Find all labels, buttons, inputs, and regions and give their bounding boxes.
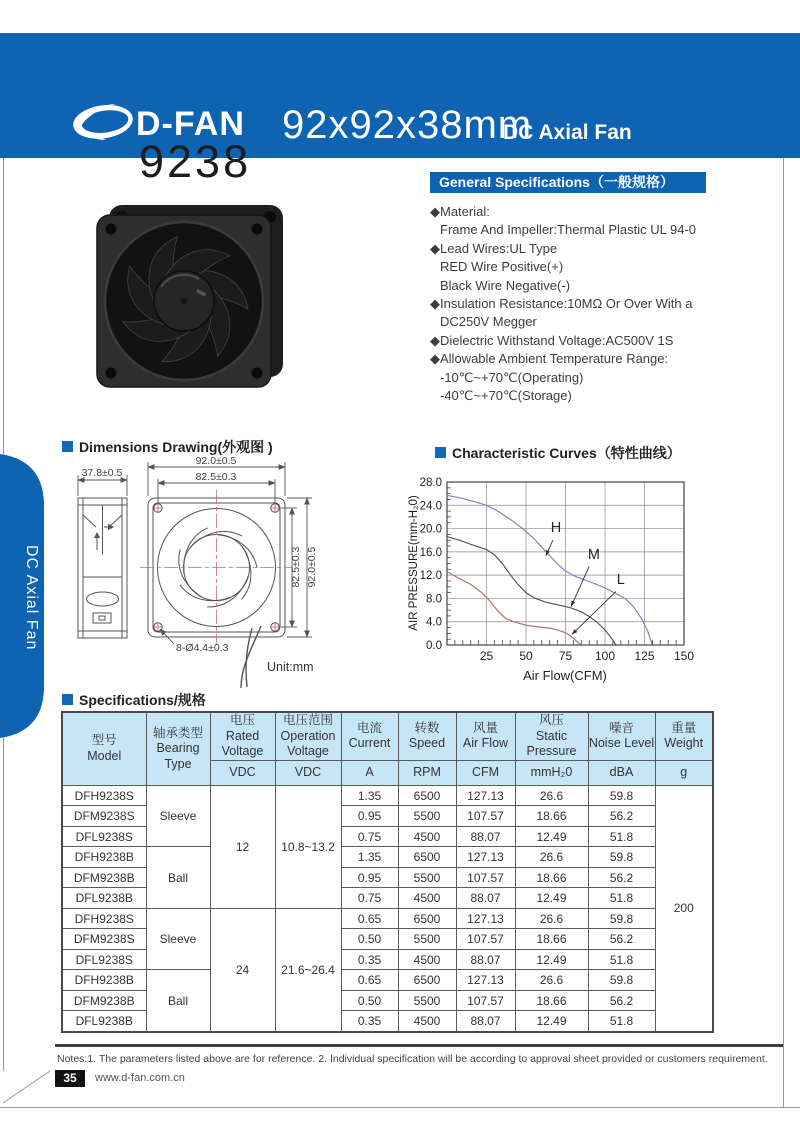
svg-text:12.0: 12.0 — [419, 570, 442, 583]
cell-speed: 5500 — [398, 929, 456, 950]
svg-text:16.0: 16.0 — [419, 546, 442, 559]
cell-current: 0.65 — [341, 970, 398, 991]
cell-rated-voltage: 12 — [210, 785, 275, 908]
table-row — [62, 847, 713, 868]
page-title: 92x92x38mm — [282, 103, 533, 147]
svg-text:50: 50 — [519, 649, 533, 663]
spec-item: ◆Material: — [430, 204, 490, 219]
notes-text: Notes:1. The parameters listed above are for reference. 2. Individual specification will be according to approval sheet provided or customers requirement. — [57, 1053, 768, 1065]
col-unit: A — [341, 760, 398, 785]
cell-bearing: Ball — [146, 970, 210, 1032]
cell-model: DFL9238B — [62, 1011, 146, 1032]
cell-pressure: 18.66 — [515, 990, 588, 1011]
cell-noise: 51.8 — [588, 1011, 655, 1032]
col-header: 轴承类型 Bearing Type — [146, 712, 210, 785]
cell-model: DFM9238B — [62, 990, 146, 1011]
spec-item: ◆Lead Wires:UL Type — [430, 240, 558, 256]
cell-airflow: 88.07 — [456, 1011, 515, 1032]
spec-item: ◆Dielectric Withstand Voltage:AC500V 1S — [430, 332, 674, 348]
cell-current: 0.65 — [341, 908, 398, 929]
dim-holes-callout: 8-Ø4.4±0.3 — [176, 642, 229, 654]
cell-speed: 5500 — [398, 990, 456, 1011]
footer-divider — [55, 1044, 783, 1047]
svg-text:4.0: 4.0 — [426, 616, 442, 629]
cell-current: 1.35 — [341, 785, 398, 806]
cell-model: DFH9238B — [62, 970, 146, 991]
spec-item: -40℃~+70℃(Storage) — [440, 388, 572, 404]
cell-current: 0.95 — [341, 867, 398, 888]
cell-pressure: 12.49 — [515, 949, 588, 970]
svg-text:8.0: 8.0 — [426, 593, 442, 606]
svg-text:125: 125 — [634, 649, 655, 663]
cell-noise: 56.2 — [588, 929, 655, 950]
cell-airflow: 127.13 — [456, 908, 515, 929]
page-number-badge: 35 — [55, 1070, 85, 1087]
cell-rated-voltage: 24 — [210, 908, 275, 1032]
col-unit: g — [655, 760, 713, 785]
cell-noise: 56.2 — [588, 806, 655, 827]
cell-noise: 56.2 — [588, 867, 655, 888]
cell-noise: 59.8 — [588, 785, 655, 806]
cell-noise: 59.8 — [588, 908, 655, 929]
cell-pressure: 26.6 — [515, 970, 588, 991]
model-number: 9238 — [139, 136, 252, 187]
col-unit: CFM — [456, 760, 515, 785]
col-header: 型号 Model — [62, 712, 146, 785]
dim-outer-height: 92.0±0.5 — [306, 546, 318, 588]
cell-current: 0.75 — [341, 888, 398, 909]
col-header: 噪音 Noise Level — [588, 712, 655, 760]
svg-text:L: L — [616, 571, 625, 588]
cell-noise: 51.8 — [588, 826, 655, 847]
cell-noise: 56.2 — [588, 990, 655, 1011]
table-row — [62, 970, 713, 991]
cell-pressure: 12.49 — [515, 888, 588, 909]
cell-airflow: 127.13 — [456, 785, 515, 806]
svg-text:24.0: 24.0 — [419, 500, 442, 513]
cell-airflow: 107.57 — [456, 929, 515, 950]
cell-model: DFH9238B — [62, 847, 146, 868]
page-subtitle: DC Axial Fan — [503, 121, 632, 144]
cell-speed: 6500 — [398, 970, 456, 991]
characteristic-curves-chart — [405, 458, 725, 696]
cell-pressure: 26.6 — [515, 785, 588, 806]
cell-pressure: 18.66 — [515, 929, 588, 950]
general-specs-header: General Specifications（一般规格） — [430, 172, 706, 193]
cell-airflow: 127.13 — [456, 847, 515, 868]
curves-title: Characteristic Curves（特性曲线） — [452, 445, 681, 461]
col-header: 电压 Rated Voltage — [210, 712, 275, 760]
cell-speed: 4500 — [398, 826, 456, 847]
cell-airflow: 107.57 — [456, 806, 515, 827]
dim-unit-label: Unit:mm — [267, 660, 314, 674]
col-unit: VDC — [210, 760, 275, 785]
brand-name: D-FAN — [136, 105, 245, 143]
cell-pressure: 18.66 — [515, 806, 588, 827]
cell-model: DFL9238S — [62, 949, 146, 970]
cell-noise: 51.8 — [588, 888, 655, 909]
dim-hole-width: 82.5±0.3 — [195, 471, 237, 483]
cell-model: DFL9238B — [62, 888, 146, 909]
cell-airflow: 107.57 — [456, 867, 515, 888]
col-header: 风量 Air Flow — [456, 712, 515, 760]
cell-current: 0.35 — [341, 949, 398, 970]
cell-operation-voltage: 10.8~13.2 — [275, 785, 341, 908]
cell-airflow: 127.13 — [456, 970, 515, 991]
cell-speed: 6500 — [398, 908, 456, 929]
cell-noise: 59.8 — [588, 847, 655, 868]
col-unit: VDC — [275, 760, 341, 785]
svg-text:H: H — [550, 520, 562, 537]
cell-airflow: 88.07 — [456, 949, 515, 970]
header-band — [0, 33, 800, 158]
side-tab-label: DC Axial Fan — [23, 545, 40, 651]
general-specs-list — [430, 203, 730, 405]
svg-text:28.0: 28.0 — [419, 477, 442, 489]
col-unit: dBA — [588, 760, 655, 785]
svg-text:20.0: 20.0 — [419, 523, 442, 536]
dim-outer-width: 92.0±0.5 — [195, 455, 237, 467]
spec-item: Black Wire Negative(-) — [440, 277, 571, 293]
svg-text:25: 25 — [479, 649, 494, 663]
cell-pressure: 18.66 — [515, 867, 588, 888]
fan-photo — [95, 203, 287, 389]
spec-item: RED Wire Positive(+) — [440, 259, 564, 275]
dim-depth: 37.8±0.5 — [81, 467, 123, 479]
svg-text:75: 75 — [558, 649, 573, 663]
spec-item: ◆Insulation Resistance:10MΩ Or Over With a — [430, 296, 693, 312]
cell-current: 0.75 — [341, 826, 398, 847]
cell-current: 1.35 — [341, 847, 398, 868]
cell-speed: 4500 — [398, 949, 456, 970]
dimensions-title: Dimensions Drawing(外观图 ) — [79, 439, 273, 455]
col-header: 转数 Speed — [398, 712, 456, 760]
svg-text:0.0: 0.0 — [426, 640, 442, 652]
cell-noise: 51.8 — [588, 949, 655, 970]
cell-model: DFH9238S — [62, 908, 146, 929]
spec-table — [61, 711, 714, 1033]
col-header: 电压范围 Operation Voltage — [275, 712, 341, 760]
cell-noise: 59.8 — [588, 970, 655, 991]
cell-airflow: 88.07 — [456, 888, 515, 909]
cell-speed: 5500 — [398, 806, 456, 827]
svg-text:100: 100 — [594, 649, 616, 663]
cell-current: 0.95 — [341, 806, 398, 827]
cell-bearing: Sleeve — [146, 785, 210, 847]
cell-pressure: 26.6 — [515, 847, 588, 868]
col-header: 风压 Static Pressure — [515, 712, 588, 760]
cell-bearing: Sleeve — [146, 908, 210, 970]
spec-bullet-icon — [62, 692, 73, 710]
dimensions-drawing — [55, 455, 395, 695]
y-axis-label: AIR PRESSURE(mm-H₂0) — [408, 495, 420, 631]
cell-model: DFM9238S — [62, 806, 146, 827]
col-header: 电流 Current — [341, 712, 398, 760]
spec-item: -10℃~+70℃(Operating) — [440, 369, 584, 385]
x-axis-label: Air Flow(CFM) — [523, 668, 607, 683]
dim-hole-height: 82.5±0.3 — [290, 546, 302, 588]
spec-title: Specifications/规格 — [79, 692, 206, 708]
cell-airflow: 107.57 — [456, 990, 515, 1011]
svg-text:M: M — [587, 546, 600, 563]
spec-item: DC250V Megger — [440, 314, 537, 330]
cell-weight: 200 — [655, 785, 713, 1032]
cell-model: DFH9238S — [62, 785, 146, 806]
cell-airflow: 88.07 — [456, 826, 515, 847]
cell-pressure: 12.49 — [515, 1011, 588, 1032]
cell-speed: 4500 — [398, 1011, 456, 1032]
cell-pressure: 12.49 — [515, 826, 588, 847]
cell-model: DFM9238S — [62, 929, 146, 950]
spec-item: ◆Allowable Ambient Temperature Range: — [430, 351, 669, 367]
cell-speed: 4500 — [398, 888, 456, 909]
cell-pressure: 26.6 — [515, 908, 588, 929]
cell-speed: 6500 — [398, 847, 456, 868]
table-row — [62, 908, 713, 929]
cell-speed: 6500 — [398, 785, 456, 806]
cell-speed: 5500 — [398, 867, 456, 888]
col-header: 重量 Weight — [655, 712, 713, 760]
col-unit: mmH₂0 — [515, 760, 588, 785]
cell-model: DFL9238S — [62, 826, 146, 847]
spec-item: Frame And Impeller:Thermal Plastic UL 94-0 — [440, 222, 697, 238]
table-row — [62, 785, 713, 806]
cell-model: DFM9238B — [62, 867, 146, 888]
cell-current: 0.50 — [341, 990, 398, 1011]
cell-operation-voltage: 21.6~26.4 — [275, 908, 341, 1032]
svg-text:150: 150 — [673, 649, 695, 663]
brand-logo-icon — [72, 97, 136, 147]
col-unit: RPM — [398, 760, 456, 785]
cell-bearing: Ball — [146, 847, 210, 909]
website-text: www.d-fan.com.cn — [95, 1072, 185, 1084]
cell-current: 0.35 — [341, 1011, 398, 1032]
cell-current: 0.50 — [341, 929, 398, 950]
